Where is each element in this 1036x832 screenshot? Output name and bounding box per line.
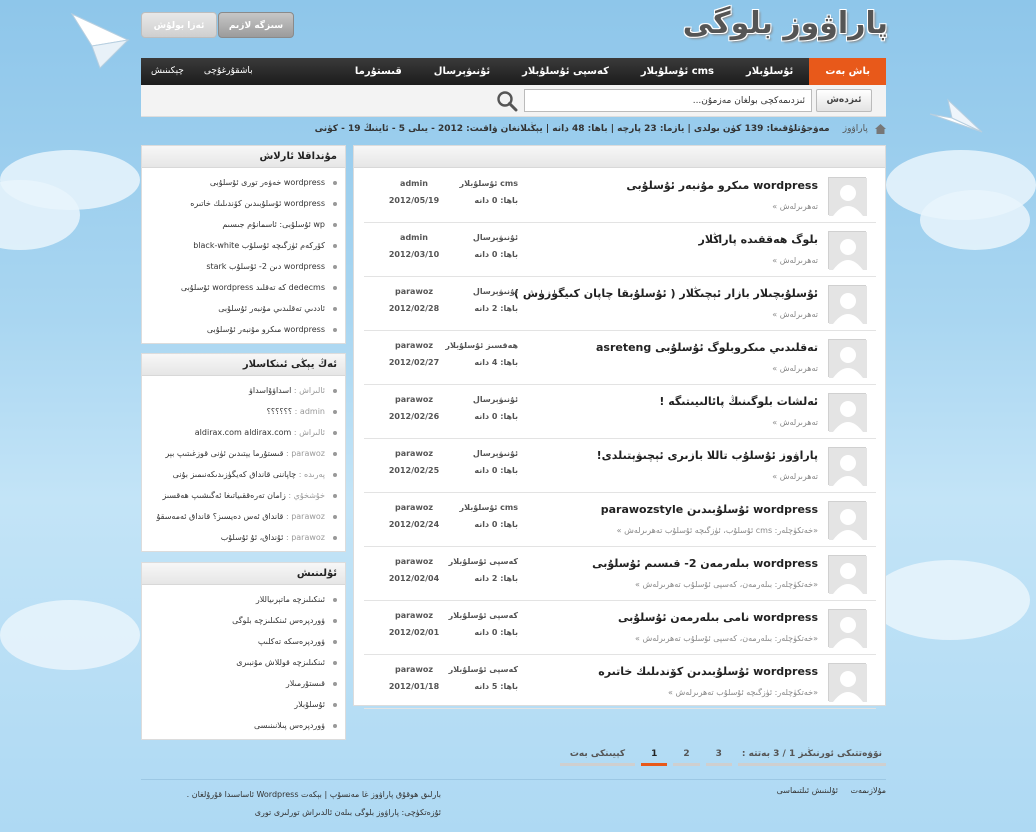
bullet-icon <box>333 328 337 332</box>
cloud-decoration <box>920 190 1030 250</box>
paper-plane-icon <box>928 96 984 136</box>
post-comment-count: باھا: 0 دانە <box>474 412 518 421</box>
site-stats: مەۋجۇتلۇقىغا: 139 كۈن بولدى | يازما: 23 پارچە | باھا: 48 دانە | يېڭىلانغان ۋاقىت: 2012 - يىلى 5 - ئاينىڭ 19 - كۈنى <box>314 124 830 134</box>
post-category[interactable]: ئۇنىۋېرسال <box>472 233 518 242</box>
bullet-icon <box>333 307 337 311</box>
register-button[interactable]: ئەزا بولۇش <box>141 12 217 38</box>
post-category[interactable]: cms ئۇسلۇبلار <box>459 503 518 512</box>
bullet-icon <box>333 223 337 227</box>
post-category[interactable]: ئۇنىۋېرسال <box>472 395 518 404</box>
post-thumbnail[interactable] <box>828 501 866 539</box>
post-date: 2012/02/04 <box>388 574 440 583</box>
random-posts-list <box>142 168 345 344</box>
post-comment-count: باھا: 4 دانە <box>474 358 518 367</box>
widget-title: ئەڭ يېڭى ئىنكاسلار <box>142 354 345 376</box>
comment-text: ئۇنداق، ئۇ ئۇسلۇب <box>220 533 284 542</box>
list-item[interactable] <box>142 694 345 715</box>
bullet-icon <box>333 640 337 644</box>
user-avatar-icon <box>829 610 867 648</box>
widget-links <box>141 562 346 740</box>
main-nav <box>141 58 886 85</box>
post-row <box>364 493 876 547</box>
post-author[interactable]: parawoz <box>394 449 433 458</box>
bullet-icon <box>333 244 337 248</box>
bullet-icon <box>333 473 337 477</box>
user-avatar-icon <box>829 448 867 486</box>
footer-link-service[interactable]: مۇلازىمەت <box>850 786 886 795</box>
post-author[interactable]: parawoz <box>394 665 433 674</box>
list-item-label: ۋوردپرەس ئىنكىلىزچە بلوگى <box>232 616 325 625</box>
list-item[interactable] <box>142 298 345 319</box>
bullet-icon <box>333 598 337 602</box>
footer-links <box>680 786 886 795</box>
list-item-label: wordpress دىن 2- ئۇسلۇب stark <box>206 262 325 271</box>
comment-author: parawoz : <box>285 512 325 521</box>
post-category[interactable]: ھەقسىز ئۇسلۇبلار <box>445 341 518 350</box>
post-author[interactable]: parawoz <box>394 557 433 566</box>
post-date: 2012/02/26 <box>388 412 440 421</box>
list-item-label: ئىنكىلىزچە قوللاش مۇنبىرى <box>236 658 325 667</box>
comment-item[interactable] <box>142 443 345 464</box>
post-title[interactable]: wordpress بىلەرمەن 2- قىسىم ئۇسلۇبى <box>592 557 818 570</box>
comment-item[interactable] <box>142 506 345 527</box>
list-item-label: wordpress مىكرو مۇنبەر ئۇسلۇبى <box>206 325 325 334</box>
list-item-label: ئاددىي تەقلىدىي مۇنبەر ئۇسلۇبى <box>218 304 325 313</box>
nav-item-general[interactable]: ئۇنىۋېرسال <box>433 66 491 77</box>
footer-copyright <box>141 786 441 822</box>
post-author[interactable]: parawoz <box>394 611 433 620</box>
bullet-icon <box>333 724 337 728</box>
post-category[interactable]: cms ئۇسلۇبلار <box>459 179 518 188</box>
post-thumbnail[interactable] <box>828 231 866 269</box>
post-thumbnail[interactable] <box>828 285 866 323</box>
comment-author: پەرىدە : <box>298 470 325 479</box>
search-button[interactable]: ئىزدەش <box>816 89 872 112</box>
post-date: 2012/02/27 <box>388 358 440 367</box>
comment-item[interactable] <box>142 380 345 401</box>
post-thumbnail[interactable] <box>828 663 866 701</box>
list-item-label: ئۇسلۇبلار <box>294 700 325 709</box>
user-avatar-icon <box>829 178 867 216</box>
bullet-icon <box>333 202 337 206</box>
user-avatar-icon <box>829 394 867 432</box>
post-list <box>353 145 886 706</box>
post-comment-count: باھا: 0 دانە <box>474 628 518 637</box>
comment-item[interactable] <box>142 422 345 443</box>
bullet-icon <box>333 515 337 519</box>
list-item[interactable] <box>142 673 345 694</box>
post-row <box>364 277 876 331</box>
comment-item[interactable] <box>142 464 345 485</box>
bullet-icon <box>333 536 337 540</box>
list-item-label: كۆركەم ئۈزگىچە ئۇسلۇب black-white <box>193 241 325 250</box>
post-title[interactable]: پاراۋوز ئۇسلۇب تاللا بازىرى ئېچىۋېتىلدى! <box>596 449 818 462</box>
post-category[interactable]: كەسپى ئۇسلۇبلار <box>448 611 518 620</box>
comment-item[interactable] <box>142 485 345 506</box>
user-avatar-icon <box>829 502 867 540</box>
post-tags[interactable]: «خەتكۈچلەر: بىلەرمەن، كەسپى ئۇسلۇب تەھرىرلەش » <box>635 580 818 589</box>
post-thumbnail[interactable] <box>828 339 866 377</box>
nav-item-logout[interactable]: چېكىنىش <box>151 66 184 76</box>
comment-author: parawoz : <box>285 533 325 542</box>
post-tags[interactable]: «خەتكۈچلەر: cms ئۇسلۇب، ئۈزگىچە ئۇسلۇب تەھرىرلەش » <box>616 526 818 535</box>
list-item[interactable] <box>142 256 345 277</box>
site-logo[interactable]: پاراۋوز بلوگى <box>682 6 888 41</box>
comment-text: قانداق ئەس دەيسىز؟ قانداق ئەمەسقۇ <box>156 512 284 521</box>
post-row <box>364 169 876 223</box>
post-tags[interactable]: تەھرىرلەش » <box>772 472 818 481</box>
bullet-icon <box>333 682 337 686</box>
breadcrumb-home[interactable]: پاراۋوز <box>842 124 868 134</box>
paper-plane-icon <box>70 10 130 70</box>
post-category[interactable]: ئۇنىۋېرسال <box>472 449 518 458</box>
list-item-label: wordpress ئۇسلۇبىدىن كۆندىلىك خاتىرە <box>190 199 325 208</box>
post-date: 2012/02/24 <box>388 520 440 529</box>
search-icon[interactable] <box>496 90 518 112</box>
post-thumbnail[interactable] <box>828 609 866 647</box>
post-row <box>364 655 876 709</box>
pagination <box>569 744 886 766</box>
post-date: 2012/02/25 <box>388 466 440 475</box>
post-comment-count: باھا: 5 دانە <box>474 682 518 691</box>
post-thumbnail[interactable] <box>828 177 866 215</box>
post-title[interactable]: ئۇسلۇبچىلار بازار ئېچىڭلار ( ئۇسلۇبقا چاپان كىيگۈزۈش ) <box>514 287 818 300</box>
comment-text: قىستۇرما يېتىدىن ئۈنى قوزغىتىپ بېر <box>165 449 284 458</box>
pagination-info: نۆۋەتتىكى ئورنىڭىز 1 / 3 بەتتە : <box>738 744 886 766</box>
list-item[interactable] <box>142 214 345 235</box>
home-icon[interactable] <box>875 124 886 134</box>
post-date: 2012/03/10 <box>388 250 440 259</box>
list-item-label: قىستۇرمىلار <box>285 679 325 688</box>
post-tags[interactable]: تەھرىرلەش » <box>772 202 818 211</box>
post-author[interactable]: parawoz <box>394 395 433 404</box>
list-item-label: wordpress خەۋەر تورى ئۇسلۇبى <box>209 178 325 187</box>
post-tags[interactable]: تەھرىرلەش » <box>772 256 818 265</box>
post-category[interactable]: كەسپى ئۇسلۇبلار <box>448 665 518 674</box>
post-comment-count: باھا: 2 دانە <box>474 574 518 583</box>
login-button[interactable]: سىزگە لازىم <box>218 12 294 38</box>
bullet-icon <box>333 389 337 393</box>
nav-item-admin[interactable]: باشقۇرغۇچى <box>203 66 253 76</box>
list-item[interactable] <box>142 172 345 193</box>
post-tags[interactable]: «خەتكۈچلەر: ئۈزگىچە ئۇسلۇب تەھرىرلەش » <box>668 688 818 697</box>
bullet-icon <box>333 286 337 290</box>
list-item[interactable] <box>142 631 345 652</box>
post-date: 2012/02/28 <box>388 304 440 313</box>
comment-author: ئالىراش : <box>293 386 325 395</box>
widget-recent-comments <box>141 353 346 552</box>
post-tags[interactable]: «خەتكۈچلەر: بىلەرمەن، كەسپى ئۇسلۇب تەھرىرلەش » <box>635 634 818 643</box>
user-avatar-icon <box>829 556 867 594</box>
post-tags[interactable]: تەھرىرلەش » <box>772 418 818 427</box>
next-page-link[interactable]: كېيىنكى بەت <box>560 744 635 766</box>
list-item[interactable] <box>142 235 345 256</box>
post-author[interactable]: parawoz <box>394 341 433 350</box>
comment-text: اسداۋۇاسداۋ <box>249 386 292 395</box>
post-category[interactable]: ئۇنىۋېرسال <box>472 287 518 296</box>
post-title[interactable]: تەقلىدىي مىكروبلوگ ئۇسلۇبى asreteng <box>595 341 818 354</box>
page-link-current[interactable]: 1 <box>641 744 667 766</box>
bullet-icon <box>333 661 337 665</box>
post-comment-count: باھا: 0 دانە <box>474 466 518 475</box>
post-row <box>364 331 876 385</box>
comment-text: چاپاننى قانداق كەيگۈزىدىكەنىمىز بۇنى <box>172 470 297 479</box>
post-tags[interactable]: تەھرىرلەش » <box>772 310 818 319</box>
comment-author: خۇشخۇي : <box>288 491 325 500</box>
post-row <box>364 439 876 493</box>
footer-link-apply[interactable]: ئۇلىنىش ئىلتىماسى <box>776 786 838 795</box>
nav-item-styles[interactable]: ئۇسلۇبلار <box>746 66 794 77</box>
post-title[interactable]: wordpress ئۇسلۇبىدىن كۆندىلىك خاتىرە <box>598 665 818 678</box>
user-avatar-icon <box>829 664 867 702</box>
post-date: 2012/02/01 <box>388 628 440 637</box>
post-comment-count: باھا: 0 دانە <box>474 520 518 529</box>
comment-text: زامان تەرەققىياتىغا ئەگىشىپ ھەقسىز <box>162 491 286 500</box>
page-link-3[interactable]: 3 <box>706 744 732 766</box>
links-list <box>142 585 345 740</box>
cloud-decoration <box>870 560 1030 640</box>
list-item[interactable] <box>142 319 345 340</box>
nav-item-pro-styles[interactable]: كەسپى ئۇسلۇبلار <box>522 66 609 77</box>
bullet-icon <box>333 265 337 269</box>
comment-item[interactable] <box>142 401 345 422</box>
recent-comments-list <box>142 376 345 552</box>
page-link-2[interactable]: 2 <box>673 744 699 766</box>
comment-author: ئالىراش : <box>293 428 325 437</box>
list-item-label: ۋوردپرەسكە تەكلىپ <box>257 637 325 646</box>
post-author[interactable]: admin <box>400 233 428 242</box>
list-item-label: wp ئۇسلۇبى: ئاسمانۇم جىسىم <box>222 220 325 229</box>
post-date: 2012/05/19 <box>388 196 440 205</box>
user-avatar-icon <box>829 340 867 378</box>
footer-credit: ئۇزەتكۈچى: پاراۋوز بلوگى بىلەن ئالدىراش تورلىرى تورى <box>254 808 441 817</box>
post-tags[interactable]: تەھرىرلەش » <box>772 364 818 373</box>
widget-title: مۇنداقلا ئارلاش <box>142 146 345 168</box>
search-input[interactable] <box>524 89 812 112</box>
user-avatar-icon <box>829 232 867 270</box>
list-item-label: ۋوردپرەس پىلانىنىسى <box>254 721 325 730</box>
post-thumbnail[interactable] <box>828 447 866 485</box>
widget-title: ئۇلىنىش <box>142 563 345 585</box>
post-comment-count: باھا: 0 دانە <box>474 250 518 259</box>
list-item-label: dedecms كە تەقلىد wordpress ئۇسلۇبى <box>180 283 325 292</box>
post-list-header <box>354 146 885 168</box>
list-item[interactable] <box>142 277 345 298</box>
breadcrumb <box>141 120 886 138</box>
list-item[interactable] <box>142 652 345 673</box>
bullet-icon <box>333 410 337 414</box>
post-row <box>364 601 876 655</box>
nav-item-home[interactable]: باش بەت <box>809 58 886 85</box>
post-title[interactable]: wordpress ئۇسلۇبىدىن parawozstyle <box>600 503 818 516</box>
post-thumbnail[interactable] <box>828 555 866 593</box>
post-category[interactable]: كەسپى ئۇسلۇبلار <box>448 557 518 566</box>
post-title[interactable]: بلوگ ھەققىدە پاراڭلار <box>698 233 818 246</box>
comment-author: parawoz : <box>285 449 325 458</box>
user-avatar-icon <box>829 286 867 324</box>
bullet-icon <box>333 452 337 456</box>
cloud-decoration <box>0 600 140 670</box>
post-date: 2012/01/18 <box>388 682 440 691</box>
bullet-icon <box>333 619 337 623</box>
post-title[interactable]: ئەلشات بلوگىنىڭ پائالىيىتىگە ! <box>659 395 818 408</box>
widget-random-posts <box>141 145 346 344</box>
post-title[interactable]: wordpress مىكرو مۇنبەر ئۇسلۇبى <box>626 179 818 192</box>
post-row <box>364 385 876 439</box>
search-bar <box>141 85 886 117</box>
post-author[interactable]: parawoz <box>394 503 433 512</box>
comment-item[interactable] <box>142 527 345 548</box>
post-author[interactable]: admin <box>400 179 428 188</box>
list-item[interactable] <box>142 589 345 610</box>
bullet-icon <box>333 181 337 185</box>
post-row <box>364 547 876 601</box>
list-item-label: ئىنكىلىزچە ماتېرىياللار <box>255 595 325 604</box>
post-comment-count: باھا: 2 دانە <box>474 304 518 313</box>
post-thumbnail[interactable] <box>828 393 866 431</box>
list-item[interactable] <box>142 193 345 214</box>
bullet-icon <box>333 703 337 707</box>
nav-item-cms-styles[interactable]: cms ئۇسلۇبلار <box>640 66 714 77</box>
bullet-icon <box>333 431 337 435</box>
comment-text: aldirax.com aldirax.com <box>194 428 292 437</box>
list-item[interactable] <box>142 610 345 631</box>
post-title[interactable]: wordpress نامى بىلەرمەن ئۇسلۇبى <box>617 611 818 624</box>
copyright-text: بارلىق ھوقۇق پاراۋوز غا مەنسۇپ | بېكەت Wordpress ئاساسىدا قۇرۇلغان . <box>186 790 441 799</box>
comment-author: admin : <box>294 407 325 416</box>
post-author[interactable]: parawoz <box>394 287 433 296</box>
bullet-icon <box>333 494 337 498</box>
post-row <box>364 223 876 277</box>
post-comment-count: باھا: 0 دانە <box>474 196 518 205</box>
list-item[interactable] <box>142 715 345 736</box>
nav-item-plugins[interactable]: قىستۇرما <box>354 66 402 77</box>
comment-text: ؟؟؟؟؟؟ <box>266 407 293 416</box>
footer-divider <box>141 779 886 780</box>
